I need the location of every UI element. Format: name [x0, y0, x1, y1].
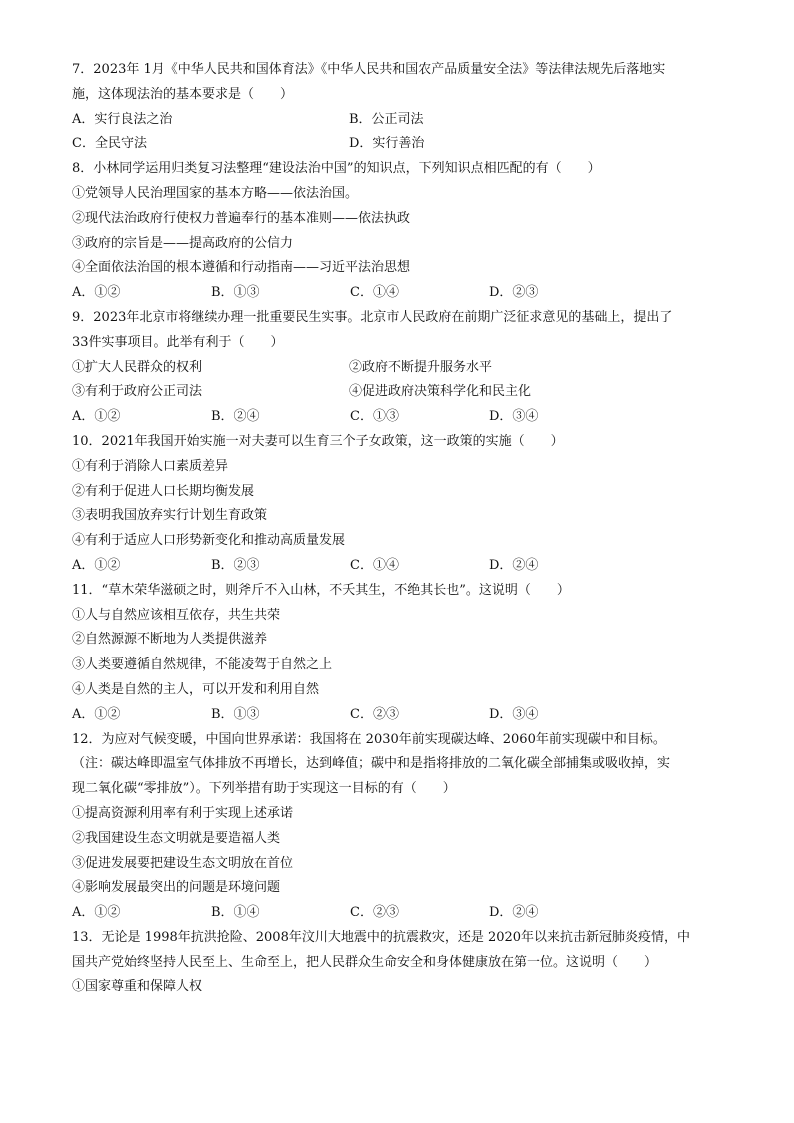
statement-line: ①国家尊重和保障人权: [72, 979, 203, 995]
answer-options-row: [72, 703, 732, 728]
statement-line: ②自然源源不断地为人类提供滋养: [72, 632, 268, 648]
answer-options-row: [72, 901, 732, 926]
statement-line: ③促进发展要把建设生态文明放在首位: [72, 855, 294, 871]
question-stem-line: 施，这体现法治的基本要求是（ ）: [72, 86, 294, 102]
answer-options-row: [72, 281, 732, 306]
question-stem-line: 7．2023年 1月《中华人民共和国体育法》《中华人民共和国农产品质量安全法》等法律法规先后落地实: [72, 62, 666, 77]
statement-line: ③表明我国放弃实行计划生育政策: [72, 508, 268, 524]
question-block: [72, 58, 732, 157]
answer-option: B．①③: [211, 285, 260, 301]
answer-option: D．②③: [489, 285, 539, 301]
statement-line: ①有利于消除人口素质差异: [72, 458, 229, 474]
statement-line: ②有利于促进人口长期均衡发展: [72, 483, 255, 499]
option-row-two-column: [72, 380, 732, 405]
answer-option: C．②③: [350, 905, 399, 921]
statement-line: ③政府的宗旨是——提高政府的公信力: [72, 235, 294, 251]
answer-option: A．①②: [72, 706, 121, 722]
question-block: [72, 579, 732, 728]
exam-page: [72, 58, 732, 1000]
question-stem-line: 11．“草木荣华滋硕之时，则斧斤不入山林，不夭其生，不绝其长也”。这说明（ ）: [72, 582, 570, 598]
statement-line: ④有利于适应人口形势新变化和推动高质量发展: [72, 533, 346, 549]
statement-line: ①党领导人民治理国家的基本方略——依法治国。: [72, 185, 359, 201]
option-item: A．实行良法之治: [72, 111, 173, 127]
question-block: [72, 926, 732, 1000]
statement-line: ④全面依法治国的根本遵循和行动指南——习近平法治思想: [72, 260, 411, 276]
statement-line: ②现代法治政府行使权力普遍奉行的基本准则——依法执政: [72, 210, 411, 226]
option-item: ④促进政府决策科学化和民主化: [349, 384, 532, 400]
answer-option: B．②③: [211, 557, 260, 573]
answer-option: B．①③: [211, 706, 260, 722]
statement-line: ④影响发展最突出的问题是环境问题: [72, 880, 281, 896]
option-item: ①扩大人民群众的权利: [72, 359, 203, 375]
option-row-two-column: [72, 356, 732, 381]
option-item: ③有利于政府公正司法: [72, 384, 203, 400]
answer-options-row: [72, 554, 732, 579]
question-stem-line: 10．2021年我国开始实施一对夫妻可以生育三个子女政策，这一政策的实施（ ）: [72, 433, 564, 449]
answer-option: D．③④: [489, 409, 539, 425]
answer-option: A．①②: [72, 557, 121, 573]
question-stem-line: 33件实事项目。此举有利于（ ）: [72, 334, 284, 350]
answer-options-row: [72, 405, 732, 430]
statement-line: ①人与自然应该相互依存，共生共荣: [72, 607, 281, 623]
answer-option: A．①②: [72, 905, 121, 921]
question-block: [72, 157, 732, 306]
answer-option: B．②④: [211, 409, 260, 425]
question-block: [72, 306, 732, 430]
answer-option: D．③④: [489, 706, 539, 722]
question-stem-line: 13．无论是 1998年抗洪抢险、2008年汶川大地震中的抗震救灾，还是 2020年以来抗击新冠肺炎疫情，中: [72, 929, 691, 945]
answer-option: D．②④: [489, 557, 539, 573]
statement-line: ④人类是自然的主人，可以开发和利用自然: [72, 681, 320, 697]
statement-line: ③人类要遵循自然规律，不能凌驾于自然之上: [72, 657, 333, 673]
answer-option: C．①④: [350, 557, 399, 573]
answer-option: C．①④: [350, 285, 399, 301]
answer-option: A．①②: [72, 409, 121, 425]
question-stem-line: （注：碳达峰即温室气体排放不再增长，达到峰值；碳中和是指将排放的二氧化碳全部捕集或吸收掉，实: [72, 756, 671, 772]
question-stem-line: 9．2023年北京市将继续办理一批重要民生实事。北京市人民政府在前期广泛征求意见的基础上，提出了: [72, 309, 673, 325]
question-stem-line: 现二氧化碳“零排放”）。下列举措有助于实现这一目标的有（ ）: [72, 781, 456, 797]
answer-option: C．②③: [350, 706, 399, 722]
option-item: C．全民守法: [72, 136, 147, 152]
option-row-two-column: [72, 108, 732, 133]
answer-option: C．①③: [350, 409, 399, 425]
question-stem-line: 国共产党始终坚持人民至上、生命至上，把人民群众生命安全和身体健康放在第一位。这说明（ ）: [72, 954, 658, 970]
question-block: [72, 430, 732, 579]
answer-option: A．①②: [72, 285, 121, 301]
question-block: [72, 728, 732, 926]
statement-line: ①提高资源利用率有利于实现上述承诺: [72, 805, 294, 821]
option-item: D．实行善治: [349, 136, 425, 152]
option-item: B．公正司法: [349, 111, 424, 127]
question-stem-line: 8．小林同学运用归类复习法整理“建设法治中国”的知识点，下列知识点相匹配的有（ ）: [72, 161, 601, 177]
answer-option: D．②④: [489, 905, 539, 921]
question-stem-line: 12．为应对气候变暖，中国向世界承诺：我国将在 2030年前实现碳达峰、2060年前实现碳中和目标。: [72, 731, 666, 747]
answer-option: B．①④: [211, 905, 260, 921]
option-item: ②政府不断提升服务水平: [349, 359, 493, 375]
statement-line: ②我国建设生态文明就是要造福人类: [72, 830, 281, 846]
option-row-two-column: [72, 132, 732, 157]
